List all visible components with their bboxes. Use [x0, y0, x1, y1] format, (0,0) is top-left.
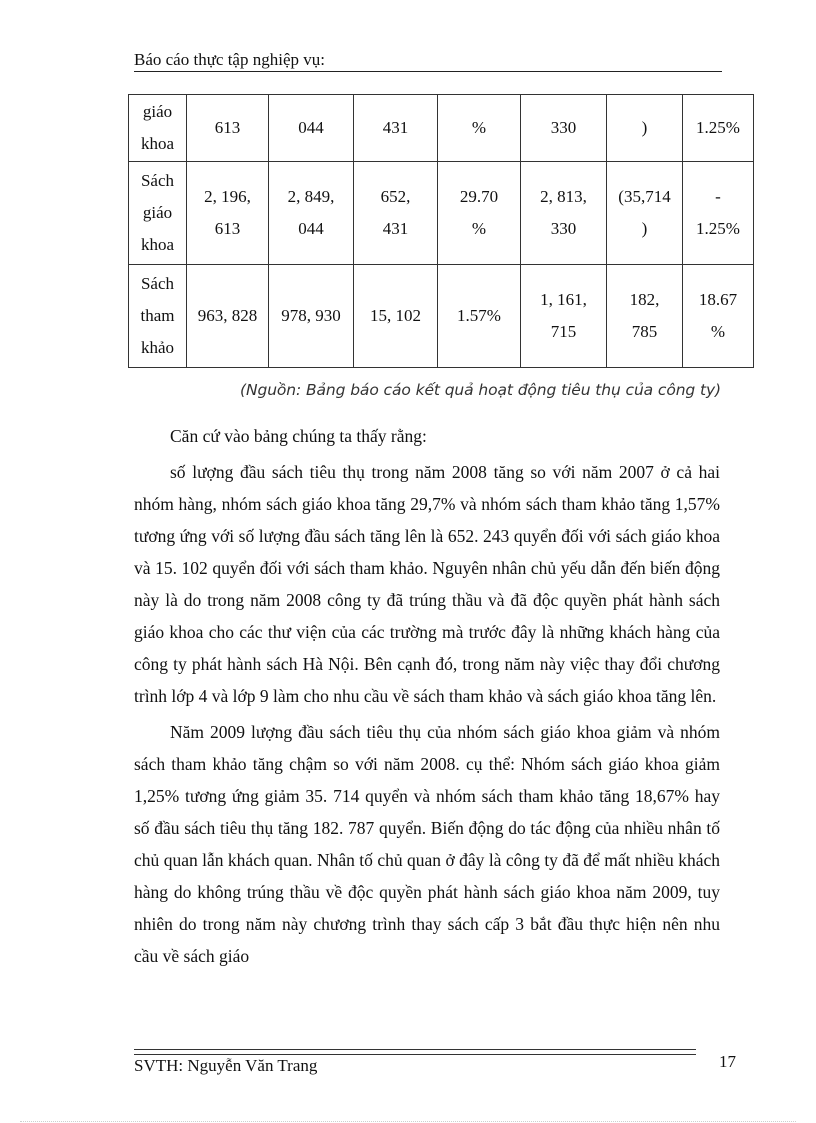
row-label-line: tham [140, 306, 175, 325]
table-cell [354, 162, 438, 265]
table-cell [187, 265, 269, 368]
cell-line: % [710, 322, 726, 341]
cell-line: 785 [631, 322, 658, 341]
table-cell [607, 162, 683, 265]
table-cell [438, 95, 521, 162]
table-cell [269, 265, 354, 368]
table-cell [683, 265, 754, 368]
cell-line: 1, 161, [540, 290, 587, 309]
row-label-cell [129, 95, 187, 162]
table-cell [683, 162, 754, 265]
body-text [134, 420, 720, 972]
paragraph-2008-analysis: số lượng đầu sách tiêu thụ trong năm 2008 tăng so với năm 2007 ở cả hai nhóm hàng, nhóm sách giáo khoa tăng 29,7% và nhóm sách tham khảo tăng 1,57% tương ứng với số lượng đầu sách tăng lên là 652. 243 quyển đối với sách giáo khoa và 15. 102 quyển đối với sách tham khảo. Nguyên nhân chủ yếu dẫn đến biến động này là do trong năm 2008 công ty đã trúng thầu và đã độc quyền phát hành sách giáo khoa cho các thư viện của các trường mà trước đây là những khách hàng của công ty phát hành sách Hà Nội. Bên cạnh đó, trong năm này việc thay đổi chương trình lớp 4 và lớp 9 làm cho nhu cầu về sách tham khảo và sách giáo khoa tăng lên. [134, 462, 720, 706]
cell-line: ) [641, 118, 648, 137]
row-label-line: Sách [140, 274, 175, 293]
row-label-line: giáo [142, 203, 173, 222]
cell-line: 431 [382, 219, 409, 238]
cell-line: 18.67 [698, 290, 738, 309]
table-cell [521, 162, 607, 265]
table-cell [354, 265, 438, 368]
cell-line: % [471, 118, 487, 137]
cell-line: 1.25% [696, 219, 740, 238]
cell-line: 044 [298, 118, 324, 137]
table-cell [354, 95, 438, 162]
cell-line: 330 [550, 219, 577, 238]
table-cell [269, 162, 354, 265]
table-cell [438, 265, 521, 368]
table-cell [521, 95, 607, 162]
cell-line: 15, 102 [370, 306, 421, 325]
cell-line: 29.70 [459, 187, 499, 206]
row-label-cell [129, 265, 187, 368]
cell-line: 1.25% [696, 118, 740, 137]
table-cell [607, 265, 683, 368]
row-label-line: khảo [140, 338, 175, 357]
cell-line: % [471, 219, 487, 238]
table-cell [187, 95, 269, 162]
table-cell [607, 95, 683, 162]
table-cell [683, 95, 754, 162]
paragraph-intro: Căn cứ vào bảng chúng ta thấy rằng: [170, 426, 427, 446]
table-cell [269, 95, 354, 162]
table-row [129, 95, 754, 162]
page-number: 17 [719, 1052, 736, 1071]
row-label-line: giáo [142, 102, 173, 121]
table-source-note: (Nguồn: Bảng báo cáo kết quả hoạt động tiêu thụ của công ty) [240, 381, 721, 399]
table-row [129, 162, 754, 265]
sales-table [128, 94, 754, 368]
cell-line: 1.57% [457, 306, 501, 325]
cell-line: ) [641, 219, 648, 238]
cell-line: 613 [214, 219, 241, 238]
cell-line: 044 [298, 219, 324, 238]
table-cell [438, 162, 521, 265]
cell-line: - [715, 187, 721, 206]
page-bottom-dotted-line [20, 1121, 796, 1122]
table-cell [521, 265, 607, 368]
table-cell [187, 162, 269, 265]
row-label-cell [129, 162, 187, 265]
cell-line: 2, 849, [287, 187, 335, 206]
page-header: Báo cáo thực tập nghiệp vụ: [134, 50, 722, 72]
row-label-line: khoa [140, 235, 175, 254]
cell-line: 963, 828 [197, 306, 258, 325]
row-label-line: khoa [140, 134, 175, 153]
cell-line: 2, 196, [204, 187, 251, 206]
cell-line: 715 [550, 322, 577, 341]
footer-author: SVTH: Nguyễn Văn Trang [134, 1056, 318, 1075]
cell-line: 330 [550, 118, 577, 137]
cell-line: 2, 813, [540, 187, 587, 206]
cell-line: 613 [214, 118, 241, 137]
table-row [129, 265, 754, 368]
cell-line: 431 [382, 118, 409, 137]
footer-divider [134, 1049, 696, 1055]
cell-line: 182, [629, 290, 660, 309]
paragraph-2009-analysis: Năm 2009 lượng đầu sách tiêu thụ của nhóm sách giáo khoa giảm và nhóm sách tham khảo tăng chậm so với năm 2008. cụ thể: Nhóm sách giáo khoa giảm 1,25% tương ứng giảm 35. 714 quyển và nhóm sách tham khảo tăng 18,67% hay số đầu sách tiêu thụ tăng 182. 787 quyển. Biến động do tác động của nhiều nhân tố chủ quan lẫn khách quan. Nhân tố chủ quan ở đây là công ty đã để mất nhiều khách hàng do không trúng thầu về độc quyền phát hành sách giáo khoa năm 2009, tuy nhiên do trong năm này chương trình thay sách cấp 3 bắt đầu thực hiện nên nhu cầu về sách giáo [134, 722, 720, 966]
cell-line: (35,714 [618, 187, 671, 206]
row-label-line: Sách [140, 171, 175, 190]
cell-line: 652, [380, 187, 411, 206]
cell-line: 978, 930 [281, 306, 341, 325]
